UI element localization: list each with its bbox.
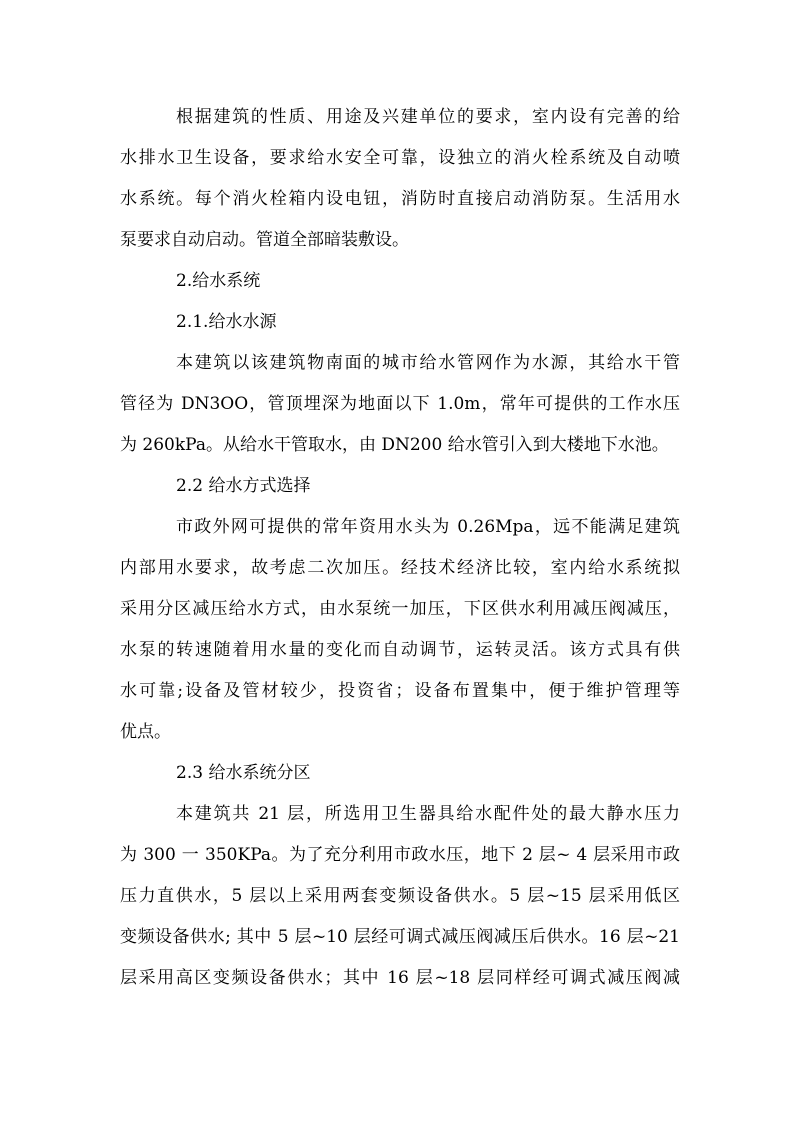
subsection-heading: 2.3 给水系统分区 [176, 763, 311, 783]
paragraph-line: 层采用高区变频设备供水；其中 16 层~18 层同样经可调式减压阀减 [120, 968, 680, 988]
paragraph-line: 泵要求自动启动。管道全部暗装敷设。 [120, 230, 409, 250]
subsection-heading: 2.1.给水水源 [176, 312, 277, 332]
paragraph-line: 水可靠;设备及管材较少，投资省；设备布置集中，便于维护管理等 [120, 681, 680, 701]
paragraph-line: 水系统。每个消火栓箱内设电钮，消防时直接启动消防泵。生活用水 [120, 189, 680, 209]
paragraph-line: 市政外网可提供的常年资用水头为 0.26Mpa，远不能满足建筑 [176, 517, 680, 537]
document-body [120, 97, 680, 999]
paragraph-line: 本建筑以该建筑物南面的城市给水管网作为水源，其给水干管 [176, 353, 680, 373]
paragraph-line: 水泵的转速随着用水量的变化而自动调节，运转灵活。该方式具有供 [120, 640, 680, 660]
paragraph-line: 为 260kPa。从给水干管取水，由 DN200 给水管引入到大楼地下水池。 [120, 435, 669, 455]
paragraph-line: 变频设备供水; 其中 5 层~10 层经可调式减压阀减压后供水。16 层~21 [120, 927, 680, 947]
paragraph-line: 管径为 DN3OO，管顶埋深为地面以下 1.0m，常年可提供的工作水压 [120, 394, 680, 414]
section-heading: 2.给水系统 [176, 271, 261, 291]
paragraph-line: 压力直供水，5 层以上采用两套变频设备供水。5 层~15 层采用低区 [120, 886, 680, 906]
paragraph-line: 根据建筑的性质、用途及兴建单位的要求，室内设有完善的给 [176, 107, 680, 127]
paragraph-line: 优点。 [120, 722, 171, 742]
paragraph-line: 内部用水要求，故考虑二次加压。经技术经济比较，室内给水系统拟 [120, 558, 680, 578]
paragraph-line: 本建筑共 21 层，所选用卫生器具给水配件处的最大静水压力 [176, 804, 680, 824]
subsection-heading: 2.2 给水方式选择 [176, 476, 311, 496]
paragraph-line: 为 300 一 350KPa。为了充分利用市政水压，地下 2 层~ 4 层采用市政 [120, 845, 680, 865]
paragraph-line: 采用分区减压给水方式，由水泵统一加压，下区供水利用减压阀减压， [120, 599, 680, 619]
paragraph-line: 水排水卫生设备，要求给水安全可靠，设独立的消火栓系统及自动喷 [120, 148, 680, 168]
